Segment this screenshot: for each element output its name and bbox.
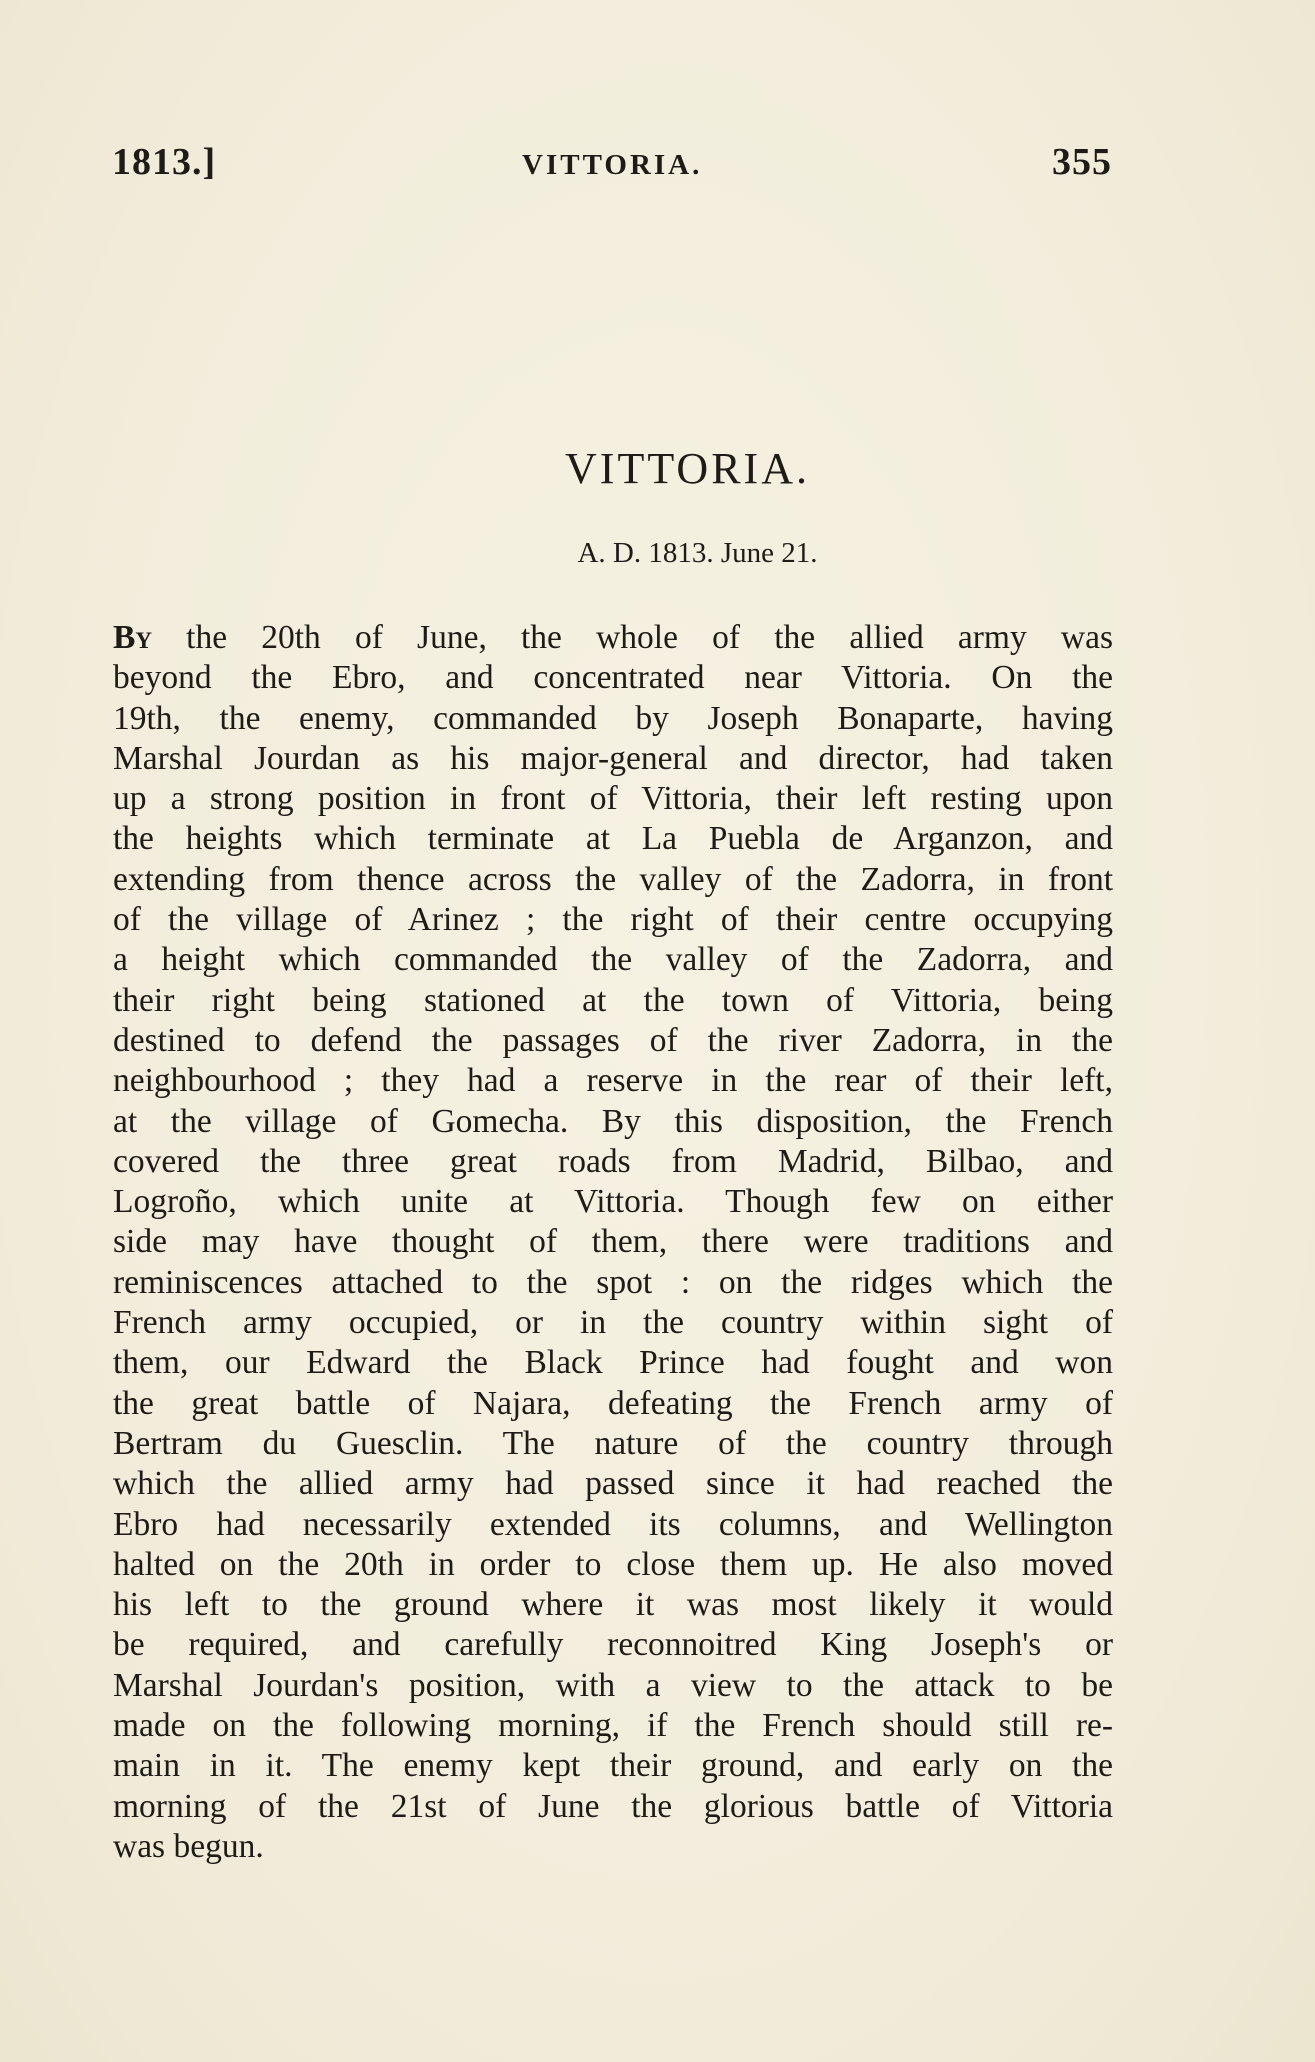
text-line: Marshal Jourdan as his major-general and director, had taken: [113, 739, 1113, 777]
text-line: Marshal Jourdan's position, with a view to the attack to be: [113, 1666, 1113, 1704]
text-line: the heights which terminate at La Puebla de Arganzon, and: [113, 820, 1113, 858]
running-head: [112, 140, 1112, 190]
text-line: a height which commanded the valley of the Zadorra, and: [113, 941, 1113, 979]
opening-word: By: [113, 619, 152, 656]
text-line: 19th, the enemy, commanded by Joseph Bonaparte, having: [113, 699, 1113, 737]
text-line: Ebro had necessarily extended its columns, and Wellington: [113, 1505, 1113, 1543]
text-line: made on the following morning, if the French should still re-: [113, 1707, 1113, 1745]
text-line: Logroño, which unite at Vittoria. Though few on either: [113, 1183, 1113, 1221]
text-line: morning of the 21st of June the glorious battle of Vittoria: [113, 1787, 1113, 1825]
text-line: of the village of Arinez ; the right of their centre occupying: [113, 901, 1113, 939]
text-line: their right being stationed at the town of Vittoria, being: [113, 981, 1113, 1019]
text-line: halted on the 20th in order to close them up. He also moved: [113, 1545, 1113, 1583]
text-line: up a strong position in front of Vittoria, their left resting upon: [113, 780, 1113, 818]
page-number: 355: [1052, 141, 1112, 183]
text-line: be required, and carefully reconnoitred King Joseph's or: [113, 1626, 1113, 1664]
running-head-year: 1813.]: [112, 141, 217, 183]
text-line-content: the 20th of June, the whole of the allied army was: [151, 619, 1113, 656]
text-line: was begun.: [113, 1827, 264, 1865]
text-line: which the allied army had passed since it had reached the: [113, 1465, 1113, 1503]
chapter-dateline: A. D. 1813. June 21.: [577, 537, 818, 569]
text-line: side may have thought of them, there were traditions and: [113, 1223, 1113, 1261]
text-line: [113, 618, 1113, 658]
text-line: at the village of Gomecha. By this disposition, the French: [113, 1102, 1113, 1140]
text-line: main in it. The enemy kept their ground, and early on the: [113, 1747, 1113, 1785]
text-line: destined to defend the passages of the river Zadorra, in the: [113, 1021, 1113, 1059]
text-line: them, our Edward the Black Prince had fought and won: [113, 1344, 1113, 1382]
text-line: his left to the ground where it was most likely it would: [113, 1586, 1113, 1624]
text-line: extending from thence across the valley of the Zadorra, in front: [113, 860, 1113, 898]
text-line: the great battle of Najara, defeating the French army of: [113, 1384, 1113, 1422]
body-paragraph: [113, 618, 1113, 1867]
text-line: neighbourhood ; they had a reserve in the rear of their left,: [113, 1062, 1113, 1100]
text-line: covered the three great roads from Madrid, Bilbao, and: [113, 1142, 1113, 1180]
text-line: Bertram du Guesclin. The nature of the country through: [113, 1424, 1113, 1462]
chapter-title: VITTORIA.: [565, 444, 810, 493]
text-line: beyond the Ebro, and concentrated near Vittoria. On the: [113, 659, 1113, 697]
text-line: reminiscences attached to the spot : on the ridges which the: [113, 1263, 1113, 1301]
running-head-title: VITTORIA.: [522, 149, 703, 181]
text-line: French army occupied, or in the country within sight of: [113, 1304, 1113, 1342]
